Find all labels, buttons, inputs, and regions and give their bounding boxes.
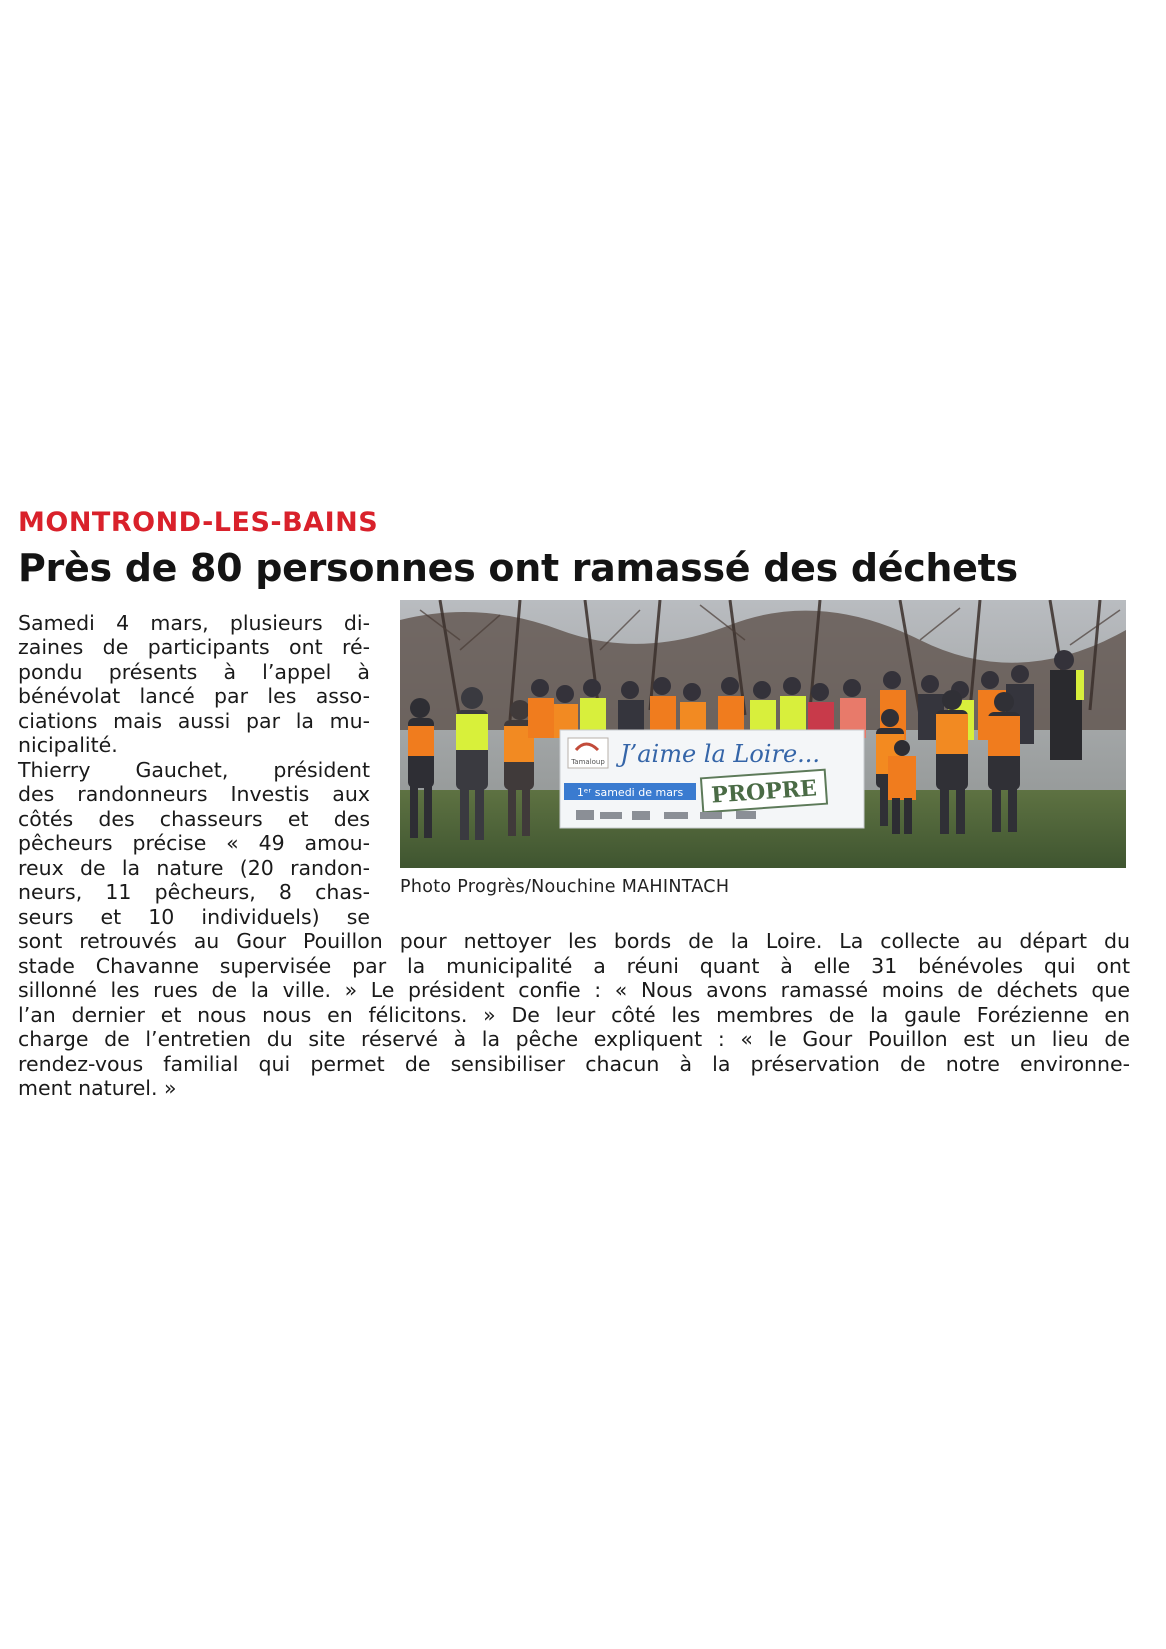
body-line: l’an dernier et nous nous en félicitons. » De leur côté les membres de la gaule Forézienne en: [18, 1003, 1130, 1027]
banner: [560, 730, 864, 828]
article-headline: Près de 80 personnes ont ramassé des déchets: [18, 546, 1018, 590]
body-line: des randonneurs Investis aux: [18, 782, 370, 806]
body-line: ment naturel. »: [18, 1076, 177, 1100]
body-line: rendez-vous familial qui permet de sensibiliser chacun à la préservation de notre environne-: [18, 1052, 1130, 1076]
body-line: sont retrouvés au Gour Pouillon pour nettoyer les bords de la Loire. La collecte au départ du: [18, 929, 1130, 953]
body-line: Samedi 4 mars, plusieurs di-: [18, 611, 370, 635]
body-line: bénévolat lancé par les asso-: [18, 684, 370, 708]
body-line: zaines de participants ont ré-: [18, 635, 370, 659]
banner-word: PROPRE: [710, 775, 818, 809]
body-line: sillonné les rues de la ville. » Le président confie : « Nous avons ramassé moins de déchets que: [18, 978, 1130, 1002]
body-line: neurs, 11 pêcheurs, 8 chas-: [18, 880, 370, 904]
photo-caption: Photo Progrès/Nouchine MAHINTACH: [400, 877, 730, 897]
body-line: reux de la nature (20 randon-: [18, 856, 370, 880]
body-line: ciations mais aussi par la mu-: [18, 709, 370, 733]
body-line: charge de l’entretien du site réservé à la pêche expliquent : « le Gour Pouillon est un lieu de: [18, 1027, 1130, 1051]
photo-illustration: [400, 600, 1126, 868]
body-line: stade Chavanne supervisée par la municipalité a réuni quant à elle 31 bénévoles qui ont: [18, 954, 1130, 978]
banner-title: J’aime la Loire...: [619, 740, 821, 768]
body-line: pondu présents à l’appel à: [18, 660, 370, 684]
body-line: côtés des chasseurs et des: [18, 807, 370, 831]
article-kicker: MONTROND-LES-BAINS: [18, 507, 379, 538]
body-line: Thierry Gauchet, président: [18, 758, 370, 782]
banner-subtitle: 1ᵉʳ samedi de mars: [576, 786, 684, 799]
banner-logo-text: Tamaloup: [571, 758, 605, 766]
body-line: pêcheurs précise « 49 amou-: [18, 831, 370, 855]
group-photo: [400, 600, 1126, 868]
body-line: nicipalité.: [18, 733, 118, 757]
body-line: seurs et 10 individuels) se: [18, 905, 370, 929]
